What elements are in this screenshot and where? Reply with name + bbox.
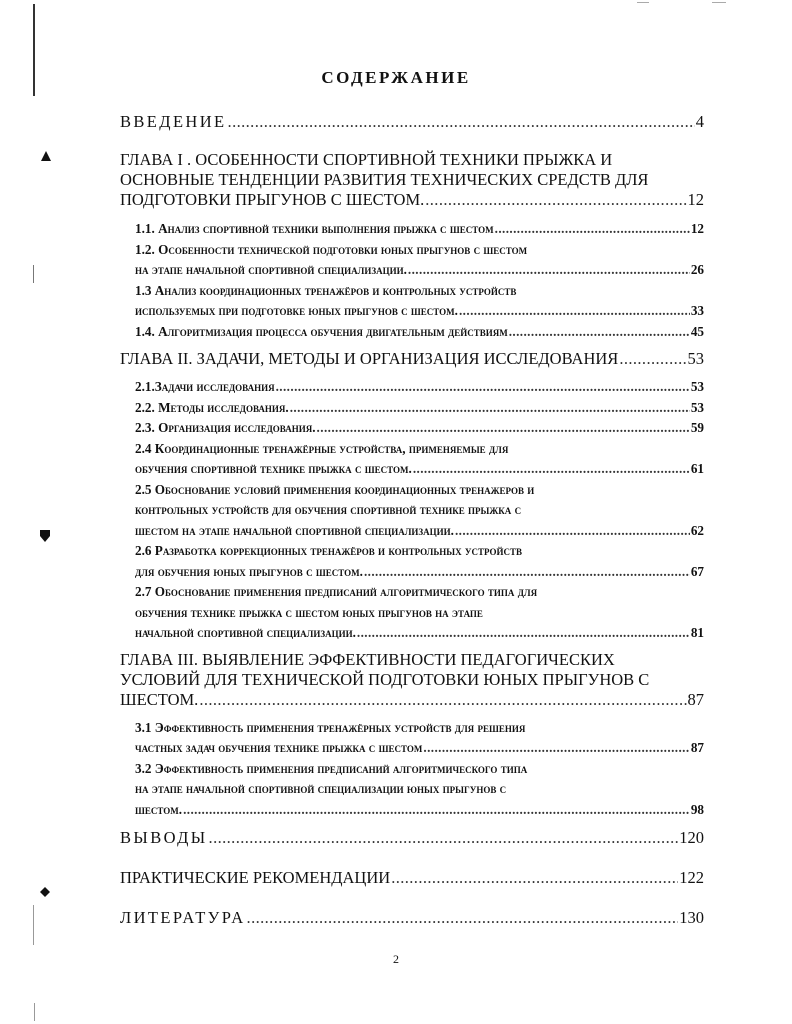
toc-entry-introduction (120, 112, 704, 132)
toc-entry-page: 33 (690, 303, 704, 318)
toc-entry-label: начальной спортивной специализации. (135, 625, 356, 640)
toc-entry-label: частных задач обучения технике прыжка с шестом (135, 740, 423, 755)
toc-leader-dots (357, 623, 690, 644)
toc-leader-dots (317, 418, 690, 439)
toc-entry-label: 2.2. Методы исследования. (135, 399, 289, 415)
toc-section-last-line (135, 623, 704, 644)
toc-section-line: обучения технике прыжка с шестом юных прыгунов на этапе (135, 604, 483, 620)
toc-section-last-line (135, 301, 704, 322)
toc-leader-dots (423, 738, 689, 759)
toc-leader-dots (247, 908, 679, 928)
toc-section-last-line (135, 219, 704, 240)
toc-entry-page: 12 (687, 190, 704, 209)
toc-entry-page: 4 (695, 112, 704, 131)
toc-section-line: 2.6 Разработка коррекционных тренажёров и контрольных устройств (135, 543, 522, 558)
toc-section-line: 2.7 Обоснование применения предписаний алгоритмического типа для (135, 584, 538, 599)
toc-chapter-3-heading-line: ГЛАВА III. ВЫЯВЛЕНИЕ ЭФФЕКТИВНОСТИ ПЕДАГОГИЧЕСКИХ (120, 649, 615, 669)
toc-entry-label: 1.4. Алгоритмизация процесса обучения двигательным действиям (135, 323, 508, 339)
toc-entry-label: ВЫВОДЫ (120, 828, 208, 847)
toc-entry-page: 53 (690, 399, 704, 415)
toc-entry-label: 2.3. Организация исследования. (135, 420, 316, 435)
toc-chapter-1-heading-line: ГЛАВА I . ОСОБЕННОСТИ СПОРТИВНОЙ ТЕХНИКИ ПРЫЖКА И (120, 150, 613, 169)
toc-section-line: 3.2 Эффективность применения предписаний алгоритмического типа (135, 760, 528, 776)
toc-section-line: контрольных устройств для обучения спортивной технике прыжка с (135, 502, 522, 517)
toc-section-entry (135, 541, 704, 582)
toc-entry-page: 81 (690, 625, 704, 640)
toc-section-entry (135, 418, 704, 439)
toc-entry-label: ВВЕДЕНИЕ (120, 112, 227, 131)
toc-chapter-1-heading-line: ОСНОВНЫЕ ТЕНДЕНЦИИ РАЗВИТИЯ ТЕХНИЧЕСКИХ СРЕДСТВ ДЛЯ (120, 170, 649, 189)
toc-leader-dots (199, 690, 686, 710)
toc-entry-page: 12 (690, 221, 704, 236)
toc-entry-label: шестом. (135, 801, 183, 817)
toc-entry-label: 1.1. Анализ спортивной техники выполнения прыжка с шестом (135, 221, 494, 236)
toc-section-entry (135, 398, 704, 419)
toc-entry-label: ЛИТЕРАТУРА (120, 908, 246, 927)
toc-entry-page: 62 (690, 522, 704, 538)
toc-entry-conclusions (120, 828, 704, 848)
toc-section-entry (135, 240, 704, 281)
scan-edge-mark (712, 2, 726, 3)
toc-leader-dots (459, 301, 690, 322)
toc-entry-page: 98 (690, 801, 704, 817)
toc-leader-dots (408, 260, 690, 281)
toc-section-entry (135, 582, 704, 644)
toc-section-entry (135, 439, 704, 480)
toc-leader-dots (495, 219, 690, 240)
toc-leader-dots (391, 868, 678, 888)
toc-section-last-line (135, 322, 704, 343)
toc-entry-label: для обучения юных прыгунов с шестом. (135, 563, 363, 579)
toc-chapter-1-sections (120, 219, 704, 342)
toc-chapter-3-heading-line: УСЛОВИЙ ДЛЯ ТЕХНИЧЕСКОЙ ПОДГОТОВКИ ЮНЫХ ПРЫГУНОВ С (120, 669, 650, 689)
toc-section-line: 1.2. Особенности технической подготовки юных прыгунов с шестом (135, 241, 528, 257)
toc-section-line: 3.1 Эффективность применения тренажёрных устройств для решения (135, 719, 526, 735)
toc-entry-page: 26 (690, 262, 704, 277)
punch-hole-icon (40, 887, 50, 897)
toc-leader-dots (209, 828, 679, 848)
page-title: СОДЕРЖАНИЕ (321, 68, 471, 87)
toc-leader-dots (364, 562, 690, 583)
toc-entry-label: ШЕСТОМ. (120, 689, 199, 709)
toc-entry-page: 87 (687, 689, 704, 709)
toc-section-last-line (135, 260, 704, 281)
toc-leader-dots (276, 377, 690, 398)
toc-chapter-3-sections (120, 718, 704, 821)
table-of-contents (120, 112, 704, 928)
toc-entry-page: 87 (690, 740, 704, 755)
toc-leader-dots (183, 800, 690, 821)
scan-edge-mark (33, 905, 34, 945)
toc-entry-label: шестом на этапе начальной спортивной специализации. (135, 522, 454, 538)
toc-section-entry (135, 281, 704, 322)
toc-leader-dots (455, 521, 690, 542)
toc-section-line: на этапе начальной спортивной специализации юных прыгунов с (135, 781, 507, 796)
scan-edge-mark (34, 1003, 35, 1021)
toc-entry-page: 61 (690, 461, 704, 476)
toc-section-last-line (135, 800, 704, 821)
scan-edge-mark (33, 265, 34, 283)
toc-section-entry (135, 219, 704, 240)
toc-entry-page: 120 (679, 828, 704, 847)
toc-chapter-2-sections (120, 377, 704, 644)
toc-section-last-line (135, 521, 704, 542)
toc-entry-page: 53 (690, 379, 704, 394)
toc-leader-dots (619, 349, 686, 369)
toc-entry-label: обучения спортивной технике прыжка с шестом. (135, 461, 412, 476)
toc-chapter-3 (120, 650, 704, 710)
toc-section-last-line (135, 398, 704, 419)
toc-chapter-3-heading-last-line (120, 690, 704, 710)
toc-chapter-1 (120, 150, 704, 210)
toc-entry-page: 67 (690, 563, 704, 579)
toc-entry-label: ПРАКТИЧЕСКИЕ РЕКОМЕНДАЦИИ (120, 868, 391, 887)
toc-chapter-2 (120, 349, 704, 369)
toc-entry-label: ГЛАВА II. ЗАДАЧИ, МЕТОДЫ И ОРГАНИЗАЦИЯ ИССЛЕДОВАНИЯ (120, 349, 619, 368)
toc-entry-label: на этапе начальной спортивной специализации. (135, 262, 407, 277)
page-number: 2 (393, 952, 399, 966)
scan-edge-mark (637, 2, 649, 3)
punch-hole-icon (40, 530, 50, 540)
toc-chapter-1-heading-last-line (120, 190, 704, 210)
toc-entry-page: 45 (690, 323, 704, 339)
toc-entry-label: ПОДГОТОВКИ ПРЫГУНОВ С ШЕСТОМ. (120, 190, 425, 209)
toc-entry-page: 130 (679, 908, 704, 927)
toc-section-line: 2.4 Координационные тренажёрные устройства, применяемые для (135, 440, 509, 456)
toc-section-line: 1.3 Анализ координационных тренажёров и контрольных устройств (135, 282, 517, 298)
toc-leader-dots (228, 112, 695, 132)
toc-chapter-2-heading-last-line (120, 349, 704, 369)
toc-section-last-line (135, 459, 704, 480)
toc-entry-page: 53 (687, 349, 704, 368)
toc-section-entry (135, 377, 704, 398)
toc-section-last-line (135, 562, 704, 583)
toc-section-last-line (135, 418, 704, 439)
toc-leader-dots (509, 322, 690, 343)
toc-entry-page: 122 (679, 868, 704, 887)
toc-leader-dots (425, 190, 686, 210)
toc-section-last-line (135, 377, 704, 398)
toc-entry-page: 59 (690, 420, 704, 435)
toc-section-entry (135, 480, 704, 542)
toc-entry-literature (120, 908, 704, 928)
toc-entry-label: 2.1.Задачи исследования (135, 379, 275, 394)
toc-section-entry (135, 322, 704, 343)
toc-leader-dots (413, 459, 690, 480)
toc-section-entry (135, 718, 704, 759)
toc-section-entry (135, 759, 704, 821)
toc-entry-practical-recommendations (120, 868, 704, 888)
toc-leader-dots (290, 398, 690, 419)
toc-section-last-line (135, 738, 704, 759)
punch-hole-icon (41, 151, 51, 161)
toc-entry-label: используемых при подготовке юных прыгунов с шестом. (135, 303, 458, 318)
toc-section-line: 2.5 Обоснование условий применения координационных тренажеров и (135, 481, 535, 497)
